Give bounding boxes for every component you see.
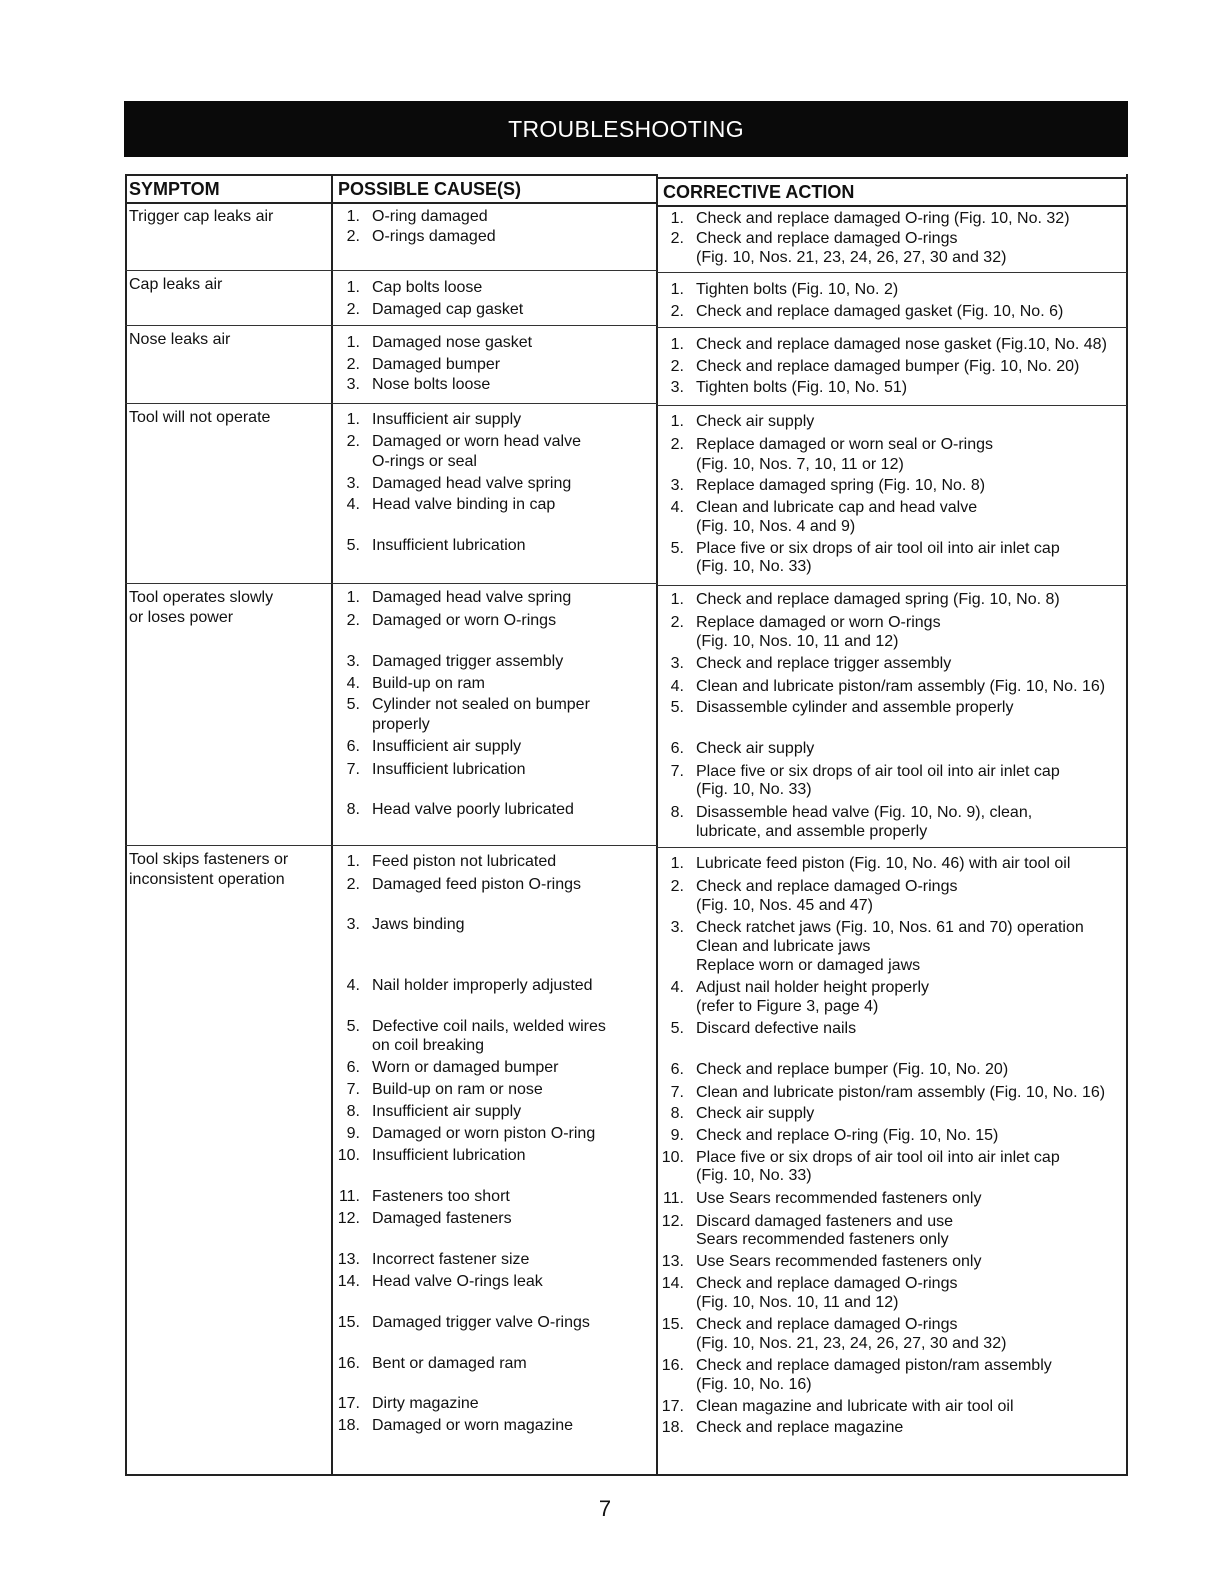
row-divider: [657, 327, 1127, 328]
action-number: 3.: [670, 379, 684, 396]
cause-text: Nail holder improperly adjusted: [372, 977, 593, 994]
cause-text: Damaged head valve spring: [372, 589, 572, 606]
cause-text: Build-up on ram or nose: [372, 1081, 543, 1098]
action-text: Check and replace damaged O-rings: [696, 1275, 958, 1292]
action-text: Check air supply: [696, 413, 815, 430]
action-text: (Fig. 10, Nos. 21, 23, 24, 26, 27, 30 and 32): [696, 249, 1007, 266]
symptom-cell: Trigger cap leaks air: [129, 208, 274, 225]
row-divider: [657, 585, 1127, 586]
cause-number: 10.: [337, 1147, 360, 1164]
cause-number: 1.: [346, 853, 360, 870]
action-number: 1.: [670, 591, 684, 608]
action-text: Check and replace magazine: [696, 1419, 904, 1436]
cause-text: Damaged or worn O-rings: [372, 612, 557, 629]
cause-text: Insufficient air supply: [372, 738, 522, 755]
action-number: 2.: [670, 878, 684, 895]
cause-number: 2.: [346, 228, 360, 245]
action-text: (refer to Figure 3, page 4): [696, 998, 879, 1015]
action-number: 2.: [670, 436, 684, 453]
cause-text: Worn or damaged bumper: [372, 1059, 559, 1076]
symptom-cell: Cap leaks air: [129, 276, 223, 293]
action-number: 2.: [670, 303, 684, 320]
action-text: Lubricate feed piston (Fig. 10, No. 46) with air tool oil: [696, 855, 1071, 872]
cause-text: Head valve O-rings leak: [372, 1273, 543, 1290]
action-text: Check and replace damaged nose gasket (Fig.10, No. 48): [696, 336, 1107, 353]
symptom-cell: Nose leaks air: [129, 331, 231, 348]
action-number: 11.: [662, 1190, 684, 1207]
action-number: 8.: [670, 804, 684, 821]
action-text: Clean and lubricate piston/ram assembly (Fig. 10, No. 16): [696, 1084, 1106, 1101]
action-text: Clean and lubricate jaws: [696, 938, 871, 955]
cause-number: 3.: [346, 376, 360, 393]
cause-number: 4.: [346, 675, 360, 692]
cause-text: Head valve poorly lubricated: [372, 801, 574, 818]
action-number: 3.: [670, 919, 684, 936]
cause-number: 18.: [337, 1417, 360, 1434]
cause-text: Damaged nose gasket: [372, 334, 533, 351]
action-number: 8.: [670, 1105, 684, 1122]
cause-text: Damaged fasteners: [372, 1210, 512, 1227]
action-number: 7.: [670, 763, 684, 780]
row-divider: [125, 583, 657, 584]
action-text: Check and replace O-ring (Fig. 10, No. 15): [696, 1127, 999, 1144]
action-text: (Fig. 10, No. 33): [696, 1167, 812, 1184]
action-number: 16.: [661, 1357, 684, 1374]
troubleshooting-table: [125, 174, 1128, 1476]
cause-number: 5.: [346, 537, 360, 554]
action-text: Place five or six drops of air tool oil into air inlet cap: [696, 1149, 1060, 1166]
cause-number: 2.: [346, 876, 360, 893]
action-text: (Fig. 10, Nos. 7, 10, 11 or 12): [696, 456, 904, 473]
cause-text: Damaged bumper: [372, 356, 501, 373]
row-divider: [657, 405, 1127, 406]
cause-text: Damaged or worn magazine: [372, 1417, 573, 1434]
cause-text: O-rings or seal: [372, 453, 477, 470]
cause-number: 5.: [346, 696, 360, 713]
action-number: 5.: [670, 1020, 684, 1037]
action-text: lubricate, and assemble properly: [696, 823, 928, 840]
cause-number: 1.: [346, 411, 360, 428]
action-text: (Fig. 10, No. 33): [696, 781, 812, 798]
action-text: (Fig. 10, Nos. 4 and 9): [696, 518, 856, 535]
action-text: Sears recommended fasteners only: [696, 1231, 949, 1248]
table-border-right: [1126, 174, 1128, 1476]
action-text: (Fig. 10, Nos. 21, 23, 24, 26, 27, 30 and 32): [696, 1335, 1007, 1352]
header-corrective-action: CORRECTIVE ACTION: [657, 177, 1128, 207]
action-number: 1.: [670, 855, 684, 872]
action-number: 18.: [661, 1419, 684, 1436]
cause-number: 4.: [346, 977, 360, 994]
action-text: Check air supply: [696, 1105, 815, 1122]
cause-number: 3.: [346, 475, 360, 492]
action-number: 9.: [670, 1127, 684, 1144]
cause-text: O-rings damaged: [372, 228, 496, 245]
action-text: Replace damaged or worn O-rings: [696, 614, 941, 631]
action-text: Check and replace damaged bumper (Fig. 10, No. 20): [696, 358, 1080, 375]
cause-text: on coil breaking: [372, 1037, 485, 1054]
header-possible-causes: POSSIBLE CAUSE(S): [332, 174, 657, 204]
action-text: Check and replace damaged spring (Fig. 10, No. 8): [696, 591, 1060, 608]
page-number: 7: [598, 1496, 612, 1521]
cause-number: 2.: [346, 356, 360, 373]
action-text: Replace worn or damaged jaws: [696, 957, 921, 974]
action-text: Check ratchet jaws (Fig. 10, Nos. 61 and 70) operation: [696, 919, 1084, 936]
cause-text: O-ring damaged: [372, 208, 488, 225]
action-text: Discard damaged fasteners and use: [696, 1213, 954, 1230]
action-text: Discard defective nails: [696, 1020, 857, 1037]
cause-text: Cap bolts loose: [372, 279, 483, 296]
action-text: Check and replace damaged piston/ram assembly: [696, 1357, 1052, 1374]
cause-number: 11.: [338, 1188, 360, 1205]
cause-text: Cylinder not sealed on bumper: [372, 696, 590, 713]
symptom-cell: Tool will not operate: [129, 409, 271, 426]
cause-number: 17.: [337, 1395, 360, 1412]
cause-number: 6.: [346, 1059, 360, 1076]
cause-number: 1.: [346, 589, 360, 606]
action-number: 10.: [661, 1149, 684, 1166]
action-text: Clean and lubricate piston/ram assembly (Fig. 10, No. 16): [696, 678, 1106, 695]
row-divider: [125, 403, 657, 404]
action-text: (Fig. 10, Nos. 10, 11 and 12): [696, 633, 899, 650]
action-number: 2.: [670, 358, 684, 375]
row-divider: [657, 847, 1127, 848]
cause-text: Incorrect fastener size: [372, 1251, 530, 1268]
cause-number: 14.: [337, 1273, 360, 1290]
table-border-left: [125, 174, 127, 1476]
action-number: 12.: [661, 1213, 684, 1230]
action-number: 1.: [670, 336, 684, 353]
cause-number: 9.: [346, 1125, 360, 1142]
action-number: 2.: [670, 614, 684, 631]
header-symptom: SYMPTOM: [125, 174, 332, 204]
cause-text: Head valve binding in cap: [372, 496, 556, 513]
cause-number: 16.: [337, 1355, 360, 1372]
action-text: Check and replace damaged gasket (Fig. 10, No. 6): [696, 303, 1064, 320]
cause-text: Feed piston not lubricated: [372, 853, 557, 870]
cause-number: 6.: [346, 738, 360, 755]
action-text: Check and replace bumper (Fig. 10, No. 20): [696, 1061, 1009, 1078]
row-divider: [125, 270, 657, 271]
action-number: 5.: [670, 699, 684, 716]
cause-number: 15.: [337, 1314, 360, 1331]
action-number: 7.: [670, 1084, 684, 1101]
action-number: 17.: [661, 1398, 684, 1415]
cause-text: Damaged or worn head valve: [372, 433, 582, 450]
action-text: (Fig. 10, No. 33): [696, 558, 812, 575]
cause-number: 2.: [346, 612, 360, 629]
cause-text: Insufficient lubrication: [372, 1147, 526, 1164]
action-text: (Fig. 10, Nos. 10, 11 and 12): [696, 1294, 899, 1311]
cause-number: 7.: [346, 1081, 360, 1098]
action-text: Check air supply: [696, 740, 815, 757]
cause-text: Insufficient lubrication: [372, 537, 526, 554]
cause-number: 1.: [346, 208, 360, 225]
action-text: Replace damaged or worn seal or O-rings: [696, 436, 994, 453]
cause-number: 7.: [346, 761, 360, 778]
action-number: 13.: [661, 1253, 684, 1270]
action-number: 5.: [670, 540, 684, 557]
action-text: Use Sears recommended fasteners only: [696, 1190, 982, 1207]
cause-text: Dirty magazine: [372, 1395, 479, 1412]
cause-text: Defective coil nails, welded wires: [372, 1018, 606, 1035]
cause-text: Damaged feed piston O-rings: [372, 876, 581, 893]
action-text: Clean magazine and lubricate with air tool oil: [696, 1398, 1014, 1415]
action-text: Check and replace damaged O-rings: [696, 1316, 958, 1333]
cause-text: Damaged trigger assembly: [372, 653, 564, 670]
action-number: 6.: [670, 740, 684, 757]
action-number: 15.: [661, 1316, 684, 1333]
action-text: Replace damaged spring (Fig. 10, No. 8): [696, 477, 986, 494]
action-number: 1.: [670, 210, 684, 227]
section-banner: [124, 101, 1128, 157]
cause-number: 2.: [346, 433, 360, 450]
cause-text: Damaged trigger valve O-rings: [372, 1314, 590, 1331]
cause-text: Bent or damaged ram: [372, 1355, 527, 1372]
cause-text: Damaged or worn piston O-ring: [372, 1125, 596, 1142]
action-text: (Fig. 10, No. 16): [696, 1376, 812, 1393]
cause-number: 12.: [337, 1210, 360, 1227]
cause-text: Fasteners too short: [372, 1188, 510, 1205]
cause-number: 3.: [346, 653, 360, 670]
action-number: 3.: [670, 477, 684, 494]
action-text: Tighten bolts (Fig. 10, No. 2): [696, 281, 899, 298]
action-text: Disassemble cylinder and assemble properly: [696, 699, 1014, 716]
action-text: Disassemble head valve (Fig. 10, No. 9), clean,: [696, 804, 1033, 821]
action-text: Check and replace damaged O-rings: [696, 878, 958, 895]
cause-text: Damaged cap gasket: [372, 301, 524, 318]
symptom-cell: Tool operates slowly or loses power: [129, 589, 274, 626]
row-divider: [657, 272, 1127, 273]
action-text: Clean and lubricate cap and head valve: [696, 499, 978, 516]
row-divider: [125, 845, 657, 846]
action-number: 4.: [670, 979, 684, 996]
action-text: Adjust nail holder height properly: [696, 979, 930, 996]
cause-number: 13.: [337, 1251, 360, 1268]
cause-text: Damaged head valve spring: [372, 475, 572, 492]
action-number: 6.: [670, 1061, 684, 1078]
action-number: 4.: [670, 499, 684, 516]
cause-text: Insufficient air supply: [372, 1103, 522, 1120]
page-title: TROUBLESHOOTING: [508, 115, 744, 142]
action-number: 2.: [670, 230, 684, 247]
cause-number: 8.: [346, 801, 360, 818]
action-text: Check and replace trigger assembly: [696, 655, 952, 672]
action-text: Tighten bolts (Fig. 10, No. 51): [696, 379, 908, 396]
cause-number: 8.: [346, 1103, 360, 1120]
action-number: 14.: [661, 1275, 684, 1292]
action-number: 1.: [670, 413, 684, 430]
cause-number: 4.: [346, 496, 360, 513]
cause-text: Build-up on ram: [372, 675, 485, 692]
action-text: Place five or six drops of air tool oil into air inlet cap: [696, 540, 1060, 557]
cause-number: 5.: [346, 1018, 360, 1035]
cause-number: 2.: [346, 301, 360, 318]
cause-text: Insufficient lubrication: [372, 761, 526, 778]
action-text: Place five or six drops of air tool oil into air inlet cap: [696, 763, 1060, 780]
action-text: Check and replace damaged O-ring (Fig. 10, No. 32): [696, 210, 1070, 227]
action-text: (Fig. 10, Nos. 45 and 47): [696, 897, 873, 914]
cause-number: 1.: [346, 279, 360, 296]
action-number: 3.: [670, 655, 684, 672]
cause-text: Jaws binding: [372, 916, 465, 933]
action-text: Check and replace damaged O-rings: [696, 230, 958, 247]
table-border-bottom: [125, 1474, 1128, 1476]
action-text: Use Sears recommended fasteners only: [696, 1253, 982, 1270]
cause-number: 3.: [346, 916, 360, 933]
action-number: 4.: [670, 678, 684, 695]
cause-text: Nose bolts loose: [372, 376, 491, 393]
row-divider: [125, 325, 657, 326]
cause-text: properly: [372, 716, 430, 733]
cause-number: 1.: [346, 334, 360, 351]
cause-text: Insufficient air supply: [372, 411, 522, 428]
action-number: 1.: [670, 281, 684, 298]
symptom-cell: Tool skips fasteners or inconsistent operation: [129, 851, 289, 888]
